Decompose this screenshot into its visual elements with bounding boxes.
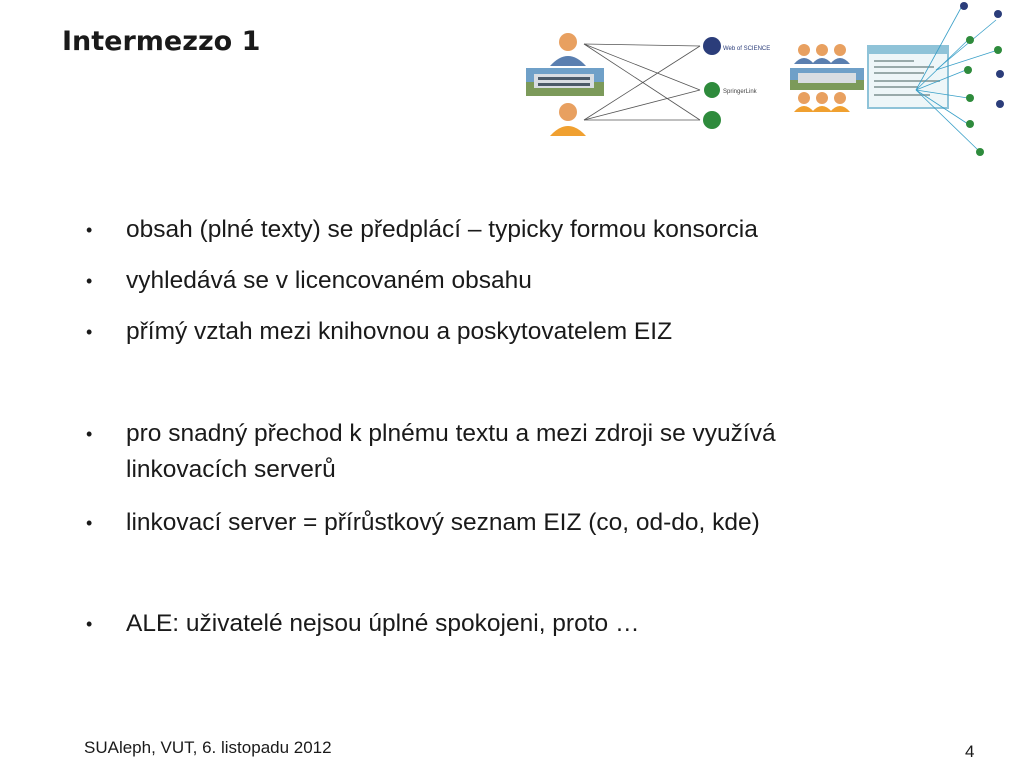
bullet-item (86, 314, 966, 350)
bullet-text: ALE: uživatelé nejsou úplné spokojeni, proto … (126, 610, 640, 637)
bullet-marker: • (86, 424, 93, 444)
user-group-icon (794, 92, 850, 112)
bullet-text: přímý vztah mezi knihovnou a poskytovatelem EIZ (126, 318, 673, 345)
bullet-item (86, 416, 866, 488)
bullet-text: vyhledává se v licencovaném obsahu (126, 267, 532, 294)
bullet-marker: • (86, 271, 93, 291)
provider-springerlink-icon (704, 82, 758, 98)
svg-text:SpringerLink: SpringerLink (723, 89, 757, 95)
linking-server-diagram (786, 0, 1024, 164)
provider-icons (960, 2, 1004, 156)
bullet-item (86, 606, 966, 642)
user-icon (550, 33, 586, 66)
page-number: 4 (965, 742, 975, 761)
bullet-item (86, 263, 966, 299)
provider-connection-diagram (520, 28, 771, 140)
bullet-marker: • (86, 614, 93, 634)
provider-generic-icon (703, 111, 721, 129)
linking-server-screen (868, 46, 948, 108)
bullet-marker: • (86, 322, 93, 342)
svg-text:Web of SCIENCE: Web of SCIENCE (723, 46, 771, 52)
library-building-icon (526, 68, 604, 96)
bullet-item (86, 505, 966, 541)
bullet-item (86, 212, 966, 248)
user-icon (550, 103, 586, 136)
linking-lines (916, 6, 998, 150)
bullet-text: pro snadný přechod k plnému textu a mezi zdroji se využívá linkovacích serverů (126, 420, 776, 483)
library-building-icon (790, 68, 864, 90)
slide-title: Intermezzo 1 (62, 26, 261, 57)
bullet-text: linkovací server = přírůstkový seznam EIZ (co, od-do, kde) (126, 509, 760, 536)
bullet-marker: • (86, 513, 93, 533)
footer-event-info: SUAleph, VUT, 6. listopadu 2012 (84, 738, 332, 757)
bullet-text: obsah (plné texty) se předplácí – typicky formou konsorcia (126, 216, 758, 243)
bullet-marker: • (86, 220, 93, 240)
user-group-icon (794, 44, 850, 64)
provider-web-of-science-icon (703, 37, 770, 55)
